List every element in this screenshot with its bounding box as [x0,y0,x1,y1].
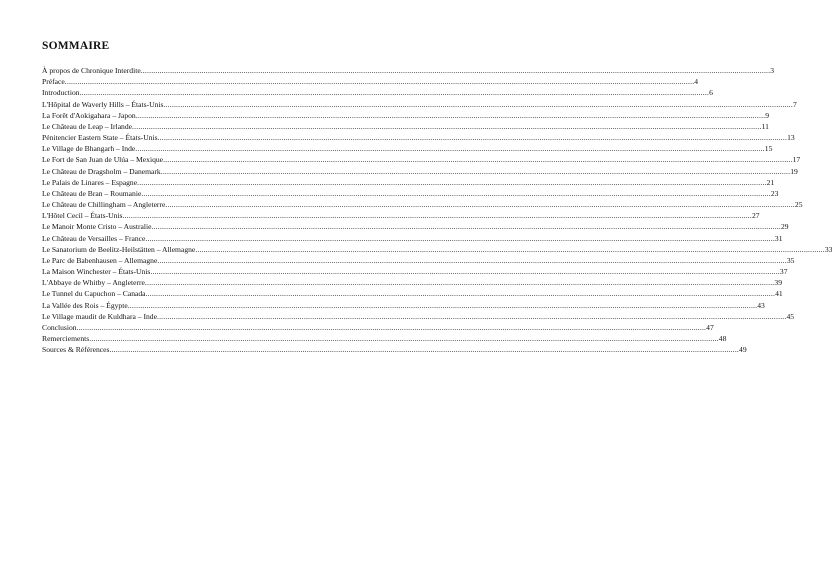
toc-dot-leader: ............................................................................................................................................................................................................................................................................................................ [156,311,787,321]
toc-entry-page: 3 [770,66,775,75]
toc-entry-label: Le Palais de Linares – Espagne [42,177,138,187]
toc-entry-page: 41 [775,289,783,299]
toc-entry-label: Sources & Références [42,345,110,355]
toc-entry-page: 33 [824,244,832,254]
toc-entry [42,210,760,221]
toc-dot-leader: ............................................................................................................................................................................................................................................................................................................ [64,77,695,87]
toc-entry-label: Le Parc de Babenhausen – Allemagne [42,255,158,265]
toc-entry-label: Le Village de Bhangarh – Inde [42,144,136,154]
toc-entry [42,266,788,277]
toc-entry-label: Le Château de Chillingham – Angleterre [42,200,166,210]
toc-entry [42,188,779,199]
toc-entry [42,143,773,154]
toc-entry [42,300,765,311]
toc-entry [42,65,775,76]
toc-entry-page: 48 [718,334,727,344]
toc-entry-page: 4 [694,77,699,87]
toc-entry [42,177,775,188]
toc-entry-label: À propos de Chronique Interdite [42,66,141,75]
toc-entry [42,221,789,232]
toc-entry-label: Le Château de Versailles – France [42,233,146,243]
toc-entry-page: 17 [792,155,801,165]
toc-entry [42,277,782,288]
toc-entry [42,110,770,121]
toc-entry [42,244,832,255]
toc-dot-leader: ............................................................................................................................................................................................................................................................................................................ [145,233,775,243]
toc-entry [42,344,747,355]
toc-entry-page: 11 [761,121,769,131]
toc-dot-leader: ............................................................................................................................................................................................................................................................................................................ [137,177,767,187]
toc-dot-leader: ............................................................................................................................................................................................................................................................................................................ [76,322,707,332]
toc-entry-label: Le Château de Leap – Irlande [42,121,133,131]
toc-entry [42,76,699,87]
toc-entry-page: 47 [706,322,714,332]
toc-entry [42,288,783,299]
toc-entry-page: 21 [766,177,775,187]
toc-entry [42,132,795,143]
toc-entry [42,121,769,132]
toc-entry-label: Le Manoir Monte Cristo – Australie [42,222,152,232]
toc-dot-leader: ............................................................................................................................................................................................................................................................................................................ [140,66,771,75]
toc-dot-leader: ............................................................................................................................................................................................................................................................................................................ [141,188,771,198]
toc-entry-page: 37 [779,267,788,277]
toc-entry-label: Pénitencier Eastern State – États-Unis [42,133,158,143]
toc-dot-leader: ............................................................................................................................................................................................................................................................................................................ [127,300,758,310]
toc-dot-leader: ............................................................................................................................................................................................................................................................................................................ [132,121,762,131]
toc-dot-leader: ............................................................................................................................................................................................................................................................................................................ [144,278,775,288]
toc-dot-leader: ............................................................................................................................................................................................................................................................................................................ [79,88,710,98]
toc-entry-label: L'Hôtel Cecil – États-Unis [42,211,123,221]
toc-entry-page: 39 [774,278,782,288]
toc-dot-leader: ............................................................................................................................................................................................................................................................................................................ [165,200,795,210]
toc-entry-label: Le Village maudit de Kuldhara – Inde [42,311,157,321]
toc-entry-page: 31 [774,233,783,243]
toc-dot-leader: ............................................................................................................................................................................................................................................................................................................ [89,334,719,344]
toc-entry-label: Le Château de Bran – Roumanie [42,188,142,198]
toc-dot-leader: ............................................................................................................................................................................................................................................................................................................ [163,155,793,165]
toc-entry-label: La Maison Winchester – États-Unis [42,267,151,277]
toc-entry-page: 6 [709,88,713,98]
toc-entry-label: La Forêt d'Aokigahara – Japon [42,110,136,120]
toc-entry-label: La Vallée des Rois – Égypte [42,300,128,310]
toc-entry-page: 45 [786,311,795,321]
toc-dot-leader: ............................................................................................................................................................................................................................................................................................................ [109,345,740,355]
toc-entry [42,199,803,210]
toc-entry [42,87,713,98]
toc-entry-page: 35 [786,255,795,265]
toc-dot-leader: ............................................................................................................................................................................................................................................................................................................ [145,289,776,299]
toc-entry [42,311,795,322]
toc-entry-label: Le Tunnel du Capuchon – Canada [42,289,146,299]
toc-entry [42,154,801,165]
table-of-contents [42,65,832,355]
toc-dot-leader: ............................................................................................................................................................................................................................................................................................................ [122,211,752,221]
toc-dot-leader: ............................................................................................................................................................................................................................................................................................................ [157,255,787,265]
toc-entry-label: Conclusion [42,322,77,332]
toc-dot-leader: ............................................................................................................................................................................................................................................................................................................ [150,267,780,277]
toc-dot-leader: ............................................................................................................................................................................................................................................................................................................ [135,110,766,120]
toc-dot-leader: ............................................................................................................................................................................................................................................................................................................ [163,99,793,109]
toc-entry-page: 29 [781,222,789,232]
toc-entry-label: Le Sanatorium de Beelitz-Heilstätten – Allemagne [42,244,196,254]
toc-dot-leader: ............................................................................................................................................................................................................................................................................................................ [151,222,781,232]
toc-dot-leader: ............................................................................................................................................................................................................................................................................................................ [160,166,791,176]
toc-entry [42,99,797,110]
toc-entry [42,333,727,344]
toc-entry-page: 7 [793,99,797,109]
toc-entry-page: 15 [764,144,773,154]
toc-entry-page: 25 [794,200,803,210]
toc-dot-leader: ............................................................................................................................................................................................................................................................................................................ [157,133,788,143]
toc-entry-page: 13 [787,133,795,143]
toc-dot-leader: ............................................................................................................................................................................................................................................................................................................ [135,144,765,154]
toc-entry [42,322,714,333]
toc-entry-label: Préface [42,77,65,87]
toc-entry-label: Introduction [42,88,80,98]
toc-entry-page: 9 [765,110,770,120]
toc-entry-page: 19 [790,166,798,176]
toc-entry-page: 49 [739,345,747,355]
toc-entry-page: 27 [752,211,760,221]
toc-entry [42,255,795,266]
toc-dot-leader: ............................................................................................................................................................................................................................................................................................................ [195,244,825,254]
toc-entry-label: L'Hôpital de Waverly Hills – États-Unis [42,99,164,109]
toc-entry-page: 43 [757,300,765,310]
toc-entry [42,166,798,177]
toc-entry-label: Le Fort de San Juan de Ulúa – Mexique [42,155,164,165]
toc-entry-label: L'Abbaye de Whitby – Angleterre [42,278,145,288]
toc-entry [42,233,783,244]
page-title: SOMMAIRE [42,40,110,52]
toc-entry-page: 23 [770,188,779,198]
toc-entry-label: Le Château de Dragsholm – Danemark [42,166,161,176]
toc-entry-label: Remerciements [42,334,90,344]
